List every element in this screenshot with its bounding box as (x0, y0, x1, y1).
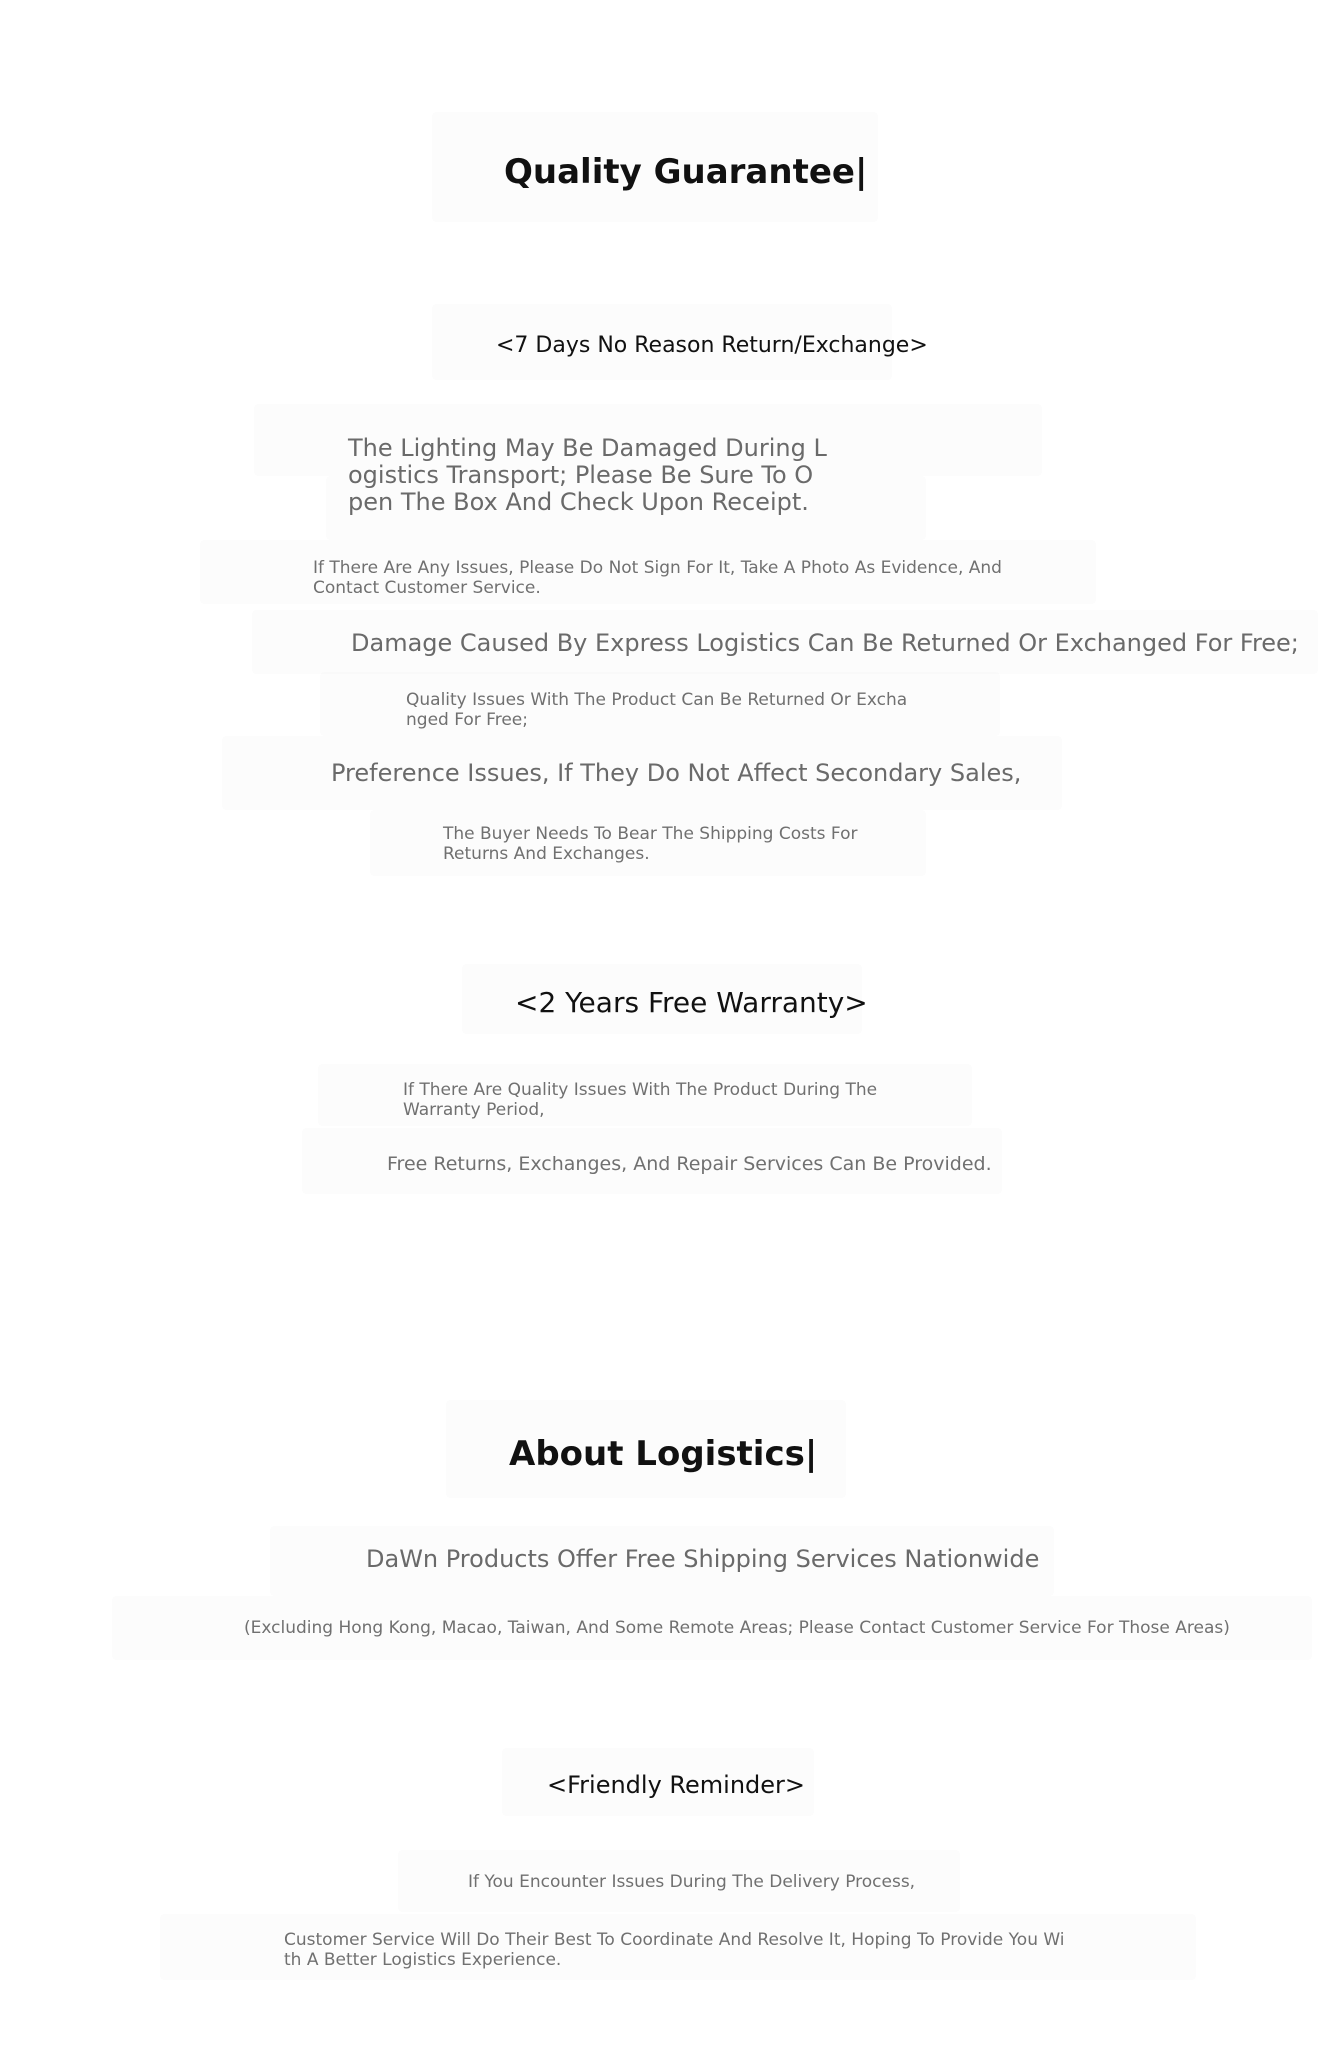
free-shipping-notice: DaWn Products Offer Free Shipping Services Nationwide (366, 1545, 1040, 1573)
quality-guarantee-title: Quality Guarantee| (504, 152, 868, 192)
customer-service-notice: Customer Service Will Do Their Best To Coordinate And Resolve It, Hoping To Provide You With A Better Logistics Experience. (284, 1930, 1065, 1970)
friendly-reminder-heading: <Friendly Reminder> (547, 1771, 806, 1799)
lighting-notice: The Lighting May Be Damaged During Logistics Transport; Please Be Sure To Open The Box And Check Upon Receipt. (348, 434, 827, 516)
issues-notice: If There Are Any Issues, Please Do Not Sign For It, Take A Photo As Evidence, And Contact Customer Service. (313, 558, 1002, 598)
excluding-areas-notice: (Excluding Hong Kong, Macao, Taiwan, And Some Remote Areas; Please Contact Customer Service For Those Areas) (244, 1618, 1230, 1638)
express-damage-notice: Damage Caused By Express Logistics Can Be Returned Or Exchanged For Free; (351, 629, 1299, 657)
warranty-heading: <2 Years Free Warranty> (515, 986, 868, 1019)
warranty-period-notice: If There Are Quality Issues With The Product During The Warranty Period, (403, 1080, 878, 1120)
delivery-issues-notice: If You Encounter Issues During The Delivery Process, (468, 1872, 916, 1892)
quality-issues-notice: Quality Issues With The Product Can Be Returned Or Exchanged For Free; (406, 690, 908, 730)
buyer-costs-notice: The Buyer Needs To Bear The Shipping Costs For Returns And Exchanges. (443, 824, 858, 864)
warranty-services-notice: Free Returns, Exchanges, And Repair Services Can Be Provided. (387, 1153, 992, 1175)
preference-issues-notice: Preference Issues, If They Do Not Affect Secondary Sales, (331, 759, 1022, 787)
about-logistics-title: About Logistics| (509, 1434, 818, 1474)
return-exchange-heading: <7 Days No Reason Return/Exchange> (496, 333, 928, 358)
